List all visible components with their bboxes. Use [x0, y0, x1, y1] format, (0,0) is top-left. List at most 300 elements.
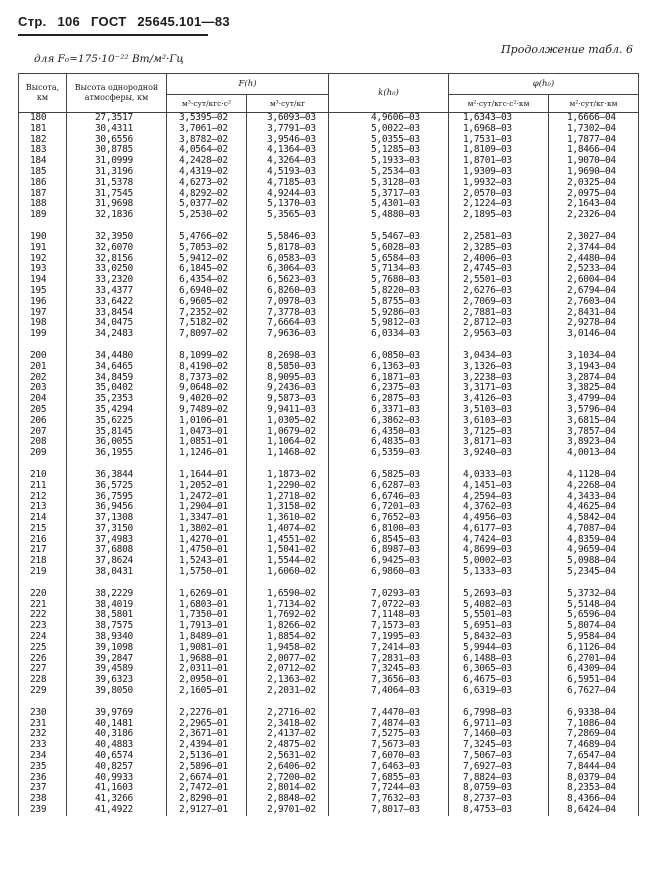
page-number: 106 [57, 14, 81, 29]
cell-phi-value-1: 7,5067—03 [449, 751, 549, 762]
cell-homogeneous-height: 33,2320 [67, 275, 167, 286]
cell-f-value-2: 2,0077—02 [247, 654, 329, 665]
cell-phi-value-2: 7,4689—04 [549, 740, 639, 751]
cell-altitude: 198 [19, 318, 67, 329]
cell-homogeneous-height: 40,8257 [67, 762, 167, 773]
cell-f-value-1: 6,6940—02 [167, 286, 247, 297]
cell-phi-value-2: 2,8431—04 [549, 308, 639, 319]
cell-f-value-1: 9,7489—02 [167, 405, 247, 416]
cell-homogeneous-height: 35,2353 [67, 394, 167, 405]
cell-homogeneous-height: 36,9456 [67, 502, 167, 513]
cell-k-value: 6,9860—03 [329, 567, 449, 578]
cell-phi-value-2: 2,0975—04 [549, 189, 639, 200]
cell-phi-value-1: 4,1451—03 [449, 481, 549, 492]
cell-homogeneous-height: 37,8624 [67, 556, 167, 567]
cell-homogeneous-height: 38,4019 [67, 600, 167, 611]
cell-k-value: 4,9606—03 [329, 113, 449, 124]
header-f: F(h) [167, 74, 329, 95]
cell-phi-value-2: 4,7087—04 [549, 524, 639, 535]
cell-homogeneous-height: 39,1098 [67, 643, 167, 654]
cell-altitude: 185 [19, 167, 67, 178]
cell-f-value-2: 7,9636—03 [247, 329, 329, 340]
cell-phi-value-1: 4,4956—03 [449, 513, 549, 524]
cell-f-value-2: 2,8014—02 [247, 783, 329, 794]
cell-phi-value-2: 4,9659—04 [549, 545, 639, 556]
cell-phi-value-2: 5,3732—04 [549, 589, 639, 600]
cell-f-value-2: 1,3610—02 [247, 513, 329, 524]
cell-phi-value-1: 8,4753—03 [449, 805, 549, 816]
cell-f-value-2: 1,0679—02 [247, 427, 329, 438]
cell-phi-value-1: 2,7881—03 [449, 308, 549, 319]
cell-phi-value-1: 8,2737—03 [449, 794, 549, 805]
cell-altitude: 238 [19, 794, 67, 805]
cell-f-value-2: 2,8848—02 [247, 794, 329, 805]
cell-k-value: 5,6028—03 [329, 243, 449, 254]
cell-f-value-2: 1,7134—02 [247, 600, 329, 611]
cell-homogeneous-height: 40,6574 [67, 751, 167, 762]
cell-altitude: 191 [19, 243, 67, 254]
cell-altitude: 187 [19, 189, 67, 200]
cell-altitude: 217 [19, 545, 67, 556]
cell-homogeneous-height: 37,3150 [67, 524, 167, 535]
cell-k-value: 7,0293—03 [329, 589, 449, 600]
cell-phi-value-2: 3,8923—04 [549, 437, 639, 448]
cell-homogeneous-height: 36,5725 [67, 481, 167, 492]
cell-k-value: 5,4880—03 [329, 210, 449, 221]
cell-k-value: 5,3128—03 [329, 178, 449, 189]
cell-f-value-2: 2,5631—02 [247, 751, 329, 762]
cell-f-value-2: 1,4551—02 [247, 535, 329, 546]
cell-homogeneous-height: 37,1308 [67, 513, 167, 524]
cell-altitude: 219 [19, 567, 67, 578]
cell-f-value-1: 1,5750—01 [167, 567, 247, 578]
cell-homogeneous-height: 31,0999 [67, 156, 167, 167]
cell-phi-value-1: 5,1333—03 [449, 567, 549, 578]
cell-f-value-2: 5,8178—03 [247, 243, 329, 254]
cell-altitude: 239 [19, 805, 67, 816]
cell-homogeneous-height: 40,1481 [67, 719, 167, 730]
cell-phi-value-1: 5,8432—03 [449, 632, 549, 643]
cell-phi-value-2: 3,5796—04 [549, 405, 639, 416]
cell-f-value-2: 4,9244—03 [247, 189, 329, 200]
cell-phi-value-2: 2,5233—04 [549, 264, 639, 275]
cell-k-value: 7,7244—03 [329, 783, 449, 794]
cell-k-value: 6,1871—03 [329, 373, 449, 384]
cell-phi-value-1: 3,1326—03 [449, 362, 549, 373]
cell-phi-value-2: 3,2874—04 [549, 373, 639, 384]
cell-homogeneous-height: 36,1955 [67, 448, 167, 459]
cell-homogeneous-height: 34,4480 [67, 351, 167, 362]
cell-f-value-2: 1,2718—02 [247, 492, 329, 503]
cell-phi-value-2: 7,6547—04 [549, 751, 639, 762]
cell-homogeneous-height: 30,4311 [67, 124, 167, 135]
cell-f-value-1: 2,4394—01 [167, 740, 247, 751]
cell-f-value-2: 4,7185—03 [247, 178, 329, 189]
cell-altitude: 190 [19, 232, 67, 243]
cell-f-value-2: 9,5873—03 [247, 394, 329, 405]
header-unit-f2: м³·сут/кг [247, 95, 329, 113]
table-row [19, 210, 639, 221]
cell-f-value-1: 1,1644—01 [167, 470, 247, 481]
cell-phi-value-2: 2,6004—04 [549, 275, 639, 286]
cell-k-value: 6,3862—03 [329, 416, 449, 427]
cell-homogeneous-height: 34,8459 [67, 373, 167, 384]
cell-phi-value-1: 1,8701—03 [449, 156, 549, 167]
cell-f-value-2: 2,9701—02 [247, 805, 329, 816]
cell-f-value-1: 2,9127—01 [167, 805, 247, 816]
cell-phi-value-1: 3,2238—03 [449, 373, 549, 384]
cell-f-value-2: 2,6406—02 [247, 762, 329, 773]
cell-altitude: 199 [19, 329, 67, 340]
cell-altitude: 236 [19, 773, 67, 784]
cell-f-value-1: 3,5395—02 [167, 113, 247, 124]
cell-k-value: 5,3717—03 [329, 189, 449, 200]
cell-phi-value-2: 1,7302—04 [549, 124, 639, 135]
cell-f-value-1: 1,1246—01 [167, 448, 247, 459]
cell-altitude: 214 [19, 513, 67, 524]
cell-f-value-2: 7,6664—03 [247, 318, 329, 329]
cell-phi-value-2: 1,6666—04 [549, 113, 639, 124]
cell-f-value-2: 3,9546—03 [247, 135, 329, 146]
cell-f-value-1: 1,0473—01 [167, 427, 247, 438]
cell-k-value: 7,6855—03 [329, 773, 449, 784]
cell-altitude: 216 [19, 535, 67, 546]
cell-altitude: 215 [19, 524, 67, 535]
cell-phi-value-1: 2,3285—03 [449, 243, 549, 254]
cell-f-value-1: 5,2530—02 [167, 210, 247, 221]
cell-f-value-1: 9,4020—02 [167, 394, 247, 405]
cell-f-value-1: 2,0950—01 [167, 675, 247, 686]
cell-f-value-1: 4,4319—02 [167, 167, 247, 178]
cell-phi-value-1: 1,9309—03 [449, 167, 549, 178]
cell-k-value: 5,6584—03 [329, 254, 449, 265]
cell-phi-value-1: 4,0333—03 [449, 470, 549, 481]
cell-phi-value-2: 5,6596—04 [549, 610, 639, 621]
cell-phi-value-2: 8,2353—04 [549, 783, 639, 794]
cell-k-value: 7,1573—03 [329, 621, 449, 632]
cell-k-value: 6,7201—03 [329, 502, 449, 513]
cell-f-value-1: 1,0851—01 [167, 437, 247, 448]
cell-f-value-1: 3,8782—02 [167, 135, 247, 146]
cell-f-value-2: 5,5846—03 [247, 232, 329, 243]
cell-f-value-1: 1,2052—01 [167, 481, 247, 492]
cell-f-value-1: 2,6674—01 [167, 773, 247, 784]
flux-condition: для F₀=175·10⁻²² Вт/м²·Гц [34, 53, 184, 65]
cell-k-value: 5,4301—03 [329, 199, 449, 210]
cell-altitude: 189 [19, 210, 67, 221]
cell-homogeneous-height: 39,6323 [67, 675, 167, 686]
cell-k-value: 7,3245—03 [329, 664, 449, 675]
cell-k-value: 6,9425—03 [329, 556, 449, 567]
cell-phi-value-1: 5,6951—03 [449, 621, 549, 632]
cell-f-value-1: 1,6803—01 [167, 600, 247, 611]
cell-f-value-2: 8,2698—03 [247, 351, 329, 362]
table-row [19, 124, 639, 135]
cell-k-value: 7,7632—03 [329, 794, 449, 805]
cell-phi-value-2: 4,1128—04 [549, 470, 639, 481]
cell-homogeneous-height: 36,7595 [67, 492, 167, 503]
table-row [19, 686, 639, 697]
cell-f-value-2: 1,7692—02 [247, 610, 329, 621]
cell-altitude: 193 [19, 264, 67, 275]
cell-f-value-1: 1,2472—01 [167, 492, 247, 503]
cell-k-value: 6,8545—03 [329, 535, 449, 546]
cell-f-value-1: 5,7053—02 [167, 243, 247, 254]
cell-homogeneous-height: 35,6225 [67, 416, 167, 427]
cell-homogeneous-height: 30,8785 [67, 145, 167, 156]
cell-k-value: 7,2831—03 [329, 654, 449, 665]
cell-f-value-2: 5,1370—03 [247, 199, 329, 210]
cell-phi-value-2: 2,6794—04 [549, 286, 639, 297]
cell-k-value: 6,8987—03 [329, 545, 449, 556]
cell-altitude: 211 [19, 481, 67, 492]
cell-k-value: 7,3656—03 [329, 675, 449, 686]
cell-f-value-2: 2,4875—02 [247, 740, 329, 751]
header-unit-f1: м³·сут/кгс·с² [167, 95, 247, 113]
header-unit-phi2: м²·сут/кг·км [549, 95, 639, 113]
cell-k-value: 6,3371—03 [329, 405, 449, 416]
cell-phi-value-2: 2,1643—04 [549, 199, 639, 210]
cell-phi-value-1: 4,8699—03 [449, 545, 549, 556]
cell-phi-value-2: 7,8444—04 [549, 762, 639, 773]
header-unit-phi1: м²·сут/кгс·с²·км [449, 95, 549, 113]
cell-f-value-1: 1,7350—01 [167, 610, 247, 621]
cell-phi-value-1: 3,3171—03 [449, 383, 549, 394]
cell-f-value-1: 1,9081—01 [167, 643, 247, 654]
cell-altitude: 192 [19, 254, 67, 265]
cell-phi-value-1: 3,0434—03 [449, 351, 549, 362]
cell-f-value-2: 2,3418—02 [247, 719, 329, 730]
cell-phi-value-2: 3,4799—04 [549, 394, 639, 405]
cell-altitude: 203 [19, 383, 67, 394]
cell-altitude: 213 [19, 502, 67, 513]
cell-altitude: 223 [19, 621, 67, 632]
cell-altitude: 205 [19, 405, 67, 416]
cell-homogeneous-height: 31,9698 [67, 199, 167, 210]
cell-altitude: 218 [19, 556, 67, 567]
cell-phi-value-1: 4,3762—03 [449, 502, 549, 513]
cell-homogeneous-height: 41,1603 [67, 783, 167, 794]
cell-k-value: 6,2375—03 [329, 383, 449, 394]
cell-f-value-1: 6,1845—02 [167, 264, 247, 275]
cell-phi-value-2: 3,3825—04 [549, 383, 639, 394]
cell-phi-value-2: 3,6815—04 [549, 416, 639, 427]
cell-f-value-1: 2,2965—01 [167, 719, 247, 730]
cell-altitude: 195 [19, 286, 67, 297]
cell-phi-value-1: 3,6103—03 [449, 416, 549, 427]
cell-altitude: 228 [19, 675, 67, 686]
cell-homogeneous-height: 35,8145 [67, 427, 167, 438]
cell-phi-value-1: 8,0759—03 [449, 783, 549, 794]
cell-phi-value-2: 3,1034—04 [549, 351, 639, 362]
cell-f-value-2: 6,3064—03 [247, 264, 329, 275]
cell-phi-value-2: 2,4480—04 [549, 254, 639, 265]
cell-f-value-1: 1,5243—01 [167, 556, 247, 567]
cell-altitude: 182 [19, 135, 67, 146]
cell-phi-value-2: 8,6424—04 [549, 805, 639, 816]
cell-phi-value-1: 2,2581—03 [449, 232, 549, 243]
cell-altitude: 221 [19, 600, 67, 611]
cell-altitude: 183 [19, 145, 67, 156]
cell-phi-value-1: 5,9944—03 [449, 643, 549, 654]
cell-homogeneous-height: 40,3186 [67, 729, 167, 740]
cell-phi-value-1: 4,7424—03 [449, 535, 549, 546]
cell-f-value-1: 4,6273—02 [167, 178, 247, 189]
cell-homogeneous-height: 38,7575 [67, 621, 167, 632]
cell-k-value: 5,7680—03 [329, 275, 449, 286]
data-table [18, 73, 639, 816]
table-row [19, 243, 639, 254]
cell-phi-value-2: 5,8074—04 [549, 621, 639, 632]
cell-phi-value-1: 1,6343—03 [449, 113, 549, 124]
cell-phi-value-2: 1,9070—04 [549, 156, 639, 167]
cell-f-value-2: 6,8260—03 [247, 286, 329, 297]
cell-k-value: 5,5467—03 [329, 232, 449, 243]
cell-homogeneous-height: 35,0402 [67, 383, 167, 394]
cell-altitude: 233 [19, 740, 67, 751]
cell-phi-value-1: 7,8824—03 [449, 773, 549, 784]
cell-altitude: 202 [19, 373, 67, 384]
standard-number: 25645.101—83 [137, 14, 230, 29]
cell-homogeneous-height: 33,4377 [67, 286, 167, 297]
cell-f-value-1: 2,1605—01 [167, 686, 247, 697]
cell-phi-value-2: 1,8466—04 [549, 145, 639, 156]
cell-phi-value-1: 7,6927—03 [449, 762, 549, 773]
header-altitude: Высота, км [19, 74, 67, 113]
cell-k-value: 5,0022—03 [329, 124, 449, 135]
cell-homogeneous-height: 33,6422 [67, 297, 167, 308]
cell-homogeneous-height: 35,4294 [67, 405, 167, 416]
cell-altitude: 212 [19, 492, 67, 503]
cell-phi-value-1: 3,7125—03 [449, 427, 549, 438]
cell-phi-value-1: 5,5501—03 [449, 610, 549, 621]
cell-phi-value-2: 4,0013—04 [549, 448, 639, 459]
cell-k-value: 7,4470—03 [329, 708, 449, 719]
header-phi: φ(h₀) [449, 74, 639, 95]
header-rule [18, 34, 208, 36]
cell-f-value-1: 1,4270—01 [167, 535, 247, 546]
cell-homogeneous-height: 31,7545 [67, 189, 167, 200]
cell-f-value-1: 1,9688—01 [167, 654, 247, 665]
cell-phi-value-1: 3,9240—03 [449, 448, 549, 459]
cell-phi-value-2: 7,1086—04 [549, 719, 639, 730]
cell-phi-value-1: 3,5103—03 [449, 405, 549, 416]
cell-phi-value-2: 5,9584—04 [549, 632, 639, 643]
cell-f-value-1: 5,9412—02 [167, 254, 247, 265]
cell-f-value-1: 2,8290—01 [167, 794, 247, 805]
cell-homogeneous-height: 37,4983 [67, 535, 167, 546]
cell-altitude: 220 [19, 589, 67, 600]
cell-k-value: 5,8755—03 [329, 297, 449, 308]
cell-f-value-2: 1,5041—02 [247, 545, 329, 556]
cell-f-value-2: 2,4137—02 [247, 729, 329, 740]
cell-f-value-2: 3,6093—03 [247, 113, 329, 124]
cell-phi-value-1: 6,1488—03 [449, 654, 549, 665]
cell-f-value-1: 2,5136—01 [167, 751, 247, 762]
cell-f-value-2: 8,9095—03 [247, 373, 329, 384]
cell-altitude: 207 [19, 427, 67, 438]
cell-phi-value-2: 1,7877—04 [549, 135, 639, 146]
cell-homogeneous-height: 32,6070 [67, 243, 167, 254]
cell-f-value-2: 3,7791—03 [247, 124, 329, 135]
standard-label: ГОСТ [90, 14, 127, 29]
cell-f-value-2: 1,6060—02 [247, 567, 329, 578]
cell-f-value-1: 2,0311—01 [167, 664, 247, 675]
cell-phi-value-2: 3,7857—04 [549, 427, 639, 438]
cell-f-value-2: 1,4074—02 [247, 524, 329, 535]
cell-phi-value-2: 3,0146—04 [549, 329, 639, 340]
cell-k-value: 6,5359—03 [329, 448, 449, 459]
cell-phi-value-1: 2,0570—03 [449, 189, 549, 200]
cell-altitude: 184 [19, 156, 67, 167]
cell-phi-value-2: 6,1126—04 [549, 643, 639, 654]
cell-f-value-2: 7,3778—03 [247, 308, 329, 319]
cell-f-value-1: 4,0564—02 [167, 145, 247, 156]
table-row [19, 297, 639, 308]
cell-k-value: 7,4064—03 [329, 686, 449, 697]
cell-homogeneous-height: 38,0431 [67, 567, 167, 578]
cell-homogeneous-height: 40,9933 [67, 773, 167, 784]
cell-f-value-1: 1,7913—01 [167, 621, 247, 632]
cell-f-value-1: 9,0648—02 [167, 383, 247, 394]
cell-phi-value-2: 6,5951—04 [549, 675, 639, 686]
cell-altitude: 225 [19, 643, 67, 654]
cell-altitude: 210 [19, 470, 67, 481]
cell-phi-value-2: 4,3433—04 [549, 492, 639, 503]
cell-f-value-2: 2,0712—02 [247, 664, 329, 675]
cell-altitude: 209 [19, 448, 67, 459]
cell-homogeneous-height: 31,5378 [67, 178, 167, 189]
cell-f-value-1: 4,8292—02 [167, 189, 247, 200]
cell-altitude: 222 [19, 610, 67, 621]
cell-k-value: 5,9286—03 [329, 308, 449, 319]
cell-altitude: 201 [19, 362, 67, 373]
cell-homogeneous-height: 33,0250 [67, 264, 167, 275]
cell-phi-value-2: 4,2268—04 [549, 481, 639, 492]
cell-f-value-2: 7,0978—03 [247, 297, 329, 308]
cell-phi-value-1: 6,7998—03 [449, 708, 549, 719]
cell-f-value-2: 1,6590—02 [247, 589, 329, 600]
cell-f-value-1: 2,5896—01 [167, 762, 247, 773]
cell-altitude: 237 [19, 783, 67, 794]
cell-f-value-2: 9,9411—03 [247, 405, 329, 416]
cell-homogeneous-height: 39,8050 [67, 686, 167, 697]
cell-phi-value-2: 3,1943—04 [549, 362, 639, 373]
cell-homogeneous-height: 32,3950 [67, 232, 167, 243]
cell-f-value-1: 2,7472—01 [167, 783, 247, 794]
cell-phi-value-2: 2,9278—04 [549, 318, 639, 329]
cell-altitude: 181 [19, 124, 67, 135]
cell-k-value: 7,1995—03 [329, 632, 449, 643]
cell-altitude: 204 [19, 394, 67, 405]
page-header [18, 14, 237, 29]
cell-k-value: 7,5275—03 [329, 729, 449, 740]
cell-k-value: 7,2414—03 [329, 643, 449, 654]
cell-phi-value-1: 6,6319—03 [449, 686, 549, 697]
cell-f-value-1: 8,7373—02 [167, 373, 247, 384]
cell-f-value-2: 1,9458—02 [247, 643, 329, 654]
cell-homogeneous-height: 39,9769 [67, 708, 167, 719]
cell-f-value-2: 2,1363—02 [247, 675, 329, 686]
cell-altitude: 232 [19, 729, 67, 740]
cell-f-value-1: 1,4750—01 [167, 545, 247, 556]
table-row [19, 178, 639, 189]
cell-altitude: 180 [19, 113, 67, 124]
cell-homogeneous-height: 30,6556 [67, 135, 167, 146]
cell-phi-value-2: 2,3744—04 [549, 243, 639, 254]
cell-f-value-2: 4,1364—03 [247, 145, 329, 156]
cell-f-value-2: 1,5544—02 [247, 556, 329, 567]
